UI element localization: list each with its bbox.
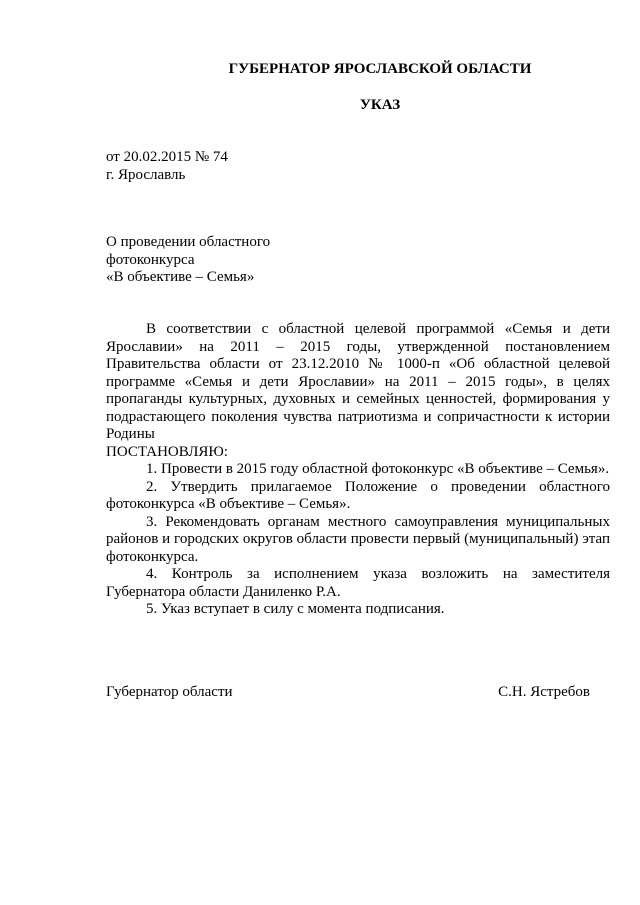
document-type-heading: УКАЗ xyxy=(359,97,401,113)
decree-item: 4. Контроль за исполнением указа возложить на заместителя Губернатора области Даниленко Р.А. xyxy=(106,566,610,600)
signatory-position: Губернатор области xyxy=(106,684,233,700)
document-body xyxy=(106,321,610,619)
preamble-paragraph: В соответствии с областной целевой программой «Семья и дети Ярославии» на 2011 – 2015 годы, утвержденной постановлением Правительства области от 23.12.2010 № 1000-п «Об областной целевой программе «Семья и дети Ярославии» на 2011 – 2015 годы», в целях пропаганды культурных, духовных и семейных ценностей, формирования у подрастающего поколения чувства патриотизма и сопричастности к истории Родины xyxy=(106,321,610,442)
issuing-authority-heading: ГУБЕРНАТОР ЯРОСЛАВСКОЙ ОБЛАСТИ xyxy=(228,61,532,77)
city: г. Ярославль xyxy=(106,166,186,183)
decree-word: ПОСТАНОВЛЯЮ: xyxy=(106,443,228,460)
decree-item: 2. Утвердить прилагаемое Положение о проведении областного фотоконкурса «В объективе – Семья». xyxy=(106,478,610,512)
decree-item: 1. Провести в 2015 году областной фотоконкурс «В объективе – Семья». xyxy=(146,461,610,477)
subject-line: О проведении областного xyxy=(106,234,271,250)
subject-line: «В объективе – Семья» xyxy=(106,269,255,285)
document-meta xyxy=(106,149,228,184)
decree-item: 5. Указ вступает в силу с момента подписания. xyxy=(146,601,445,617)
document-subject xyxy=(106,234,270,287)
date-number: от 20.02.2015 № 74 xyxy=(106,149,228,165)
signatory-name: С.Н. Ястребов xyxy=(498,684,590,700)
subject-line: фотоконкурса xyxy=(106,251,195,268)
signature-block xyxy=(106,684,590,702)
decree-item: 3. Рекомендовать органам местного самоуправления муниципальных районов и городских округов области провести первый (муниципальный) этап фотоконкурса. xyxy=(106,513,610,565)
